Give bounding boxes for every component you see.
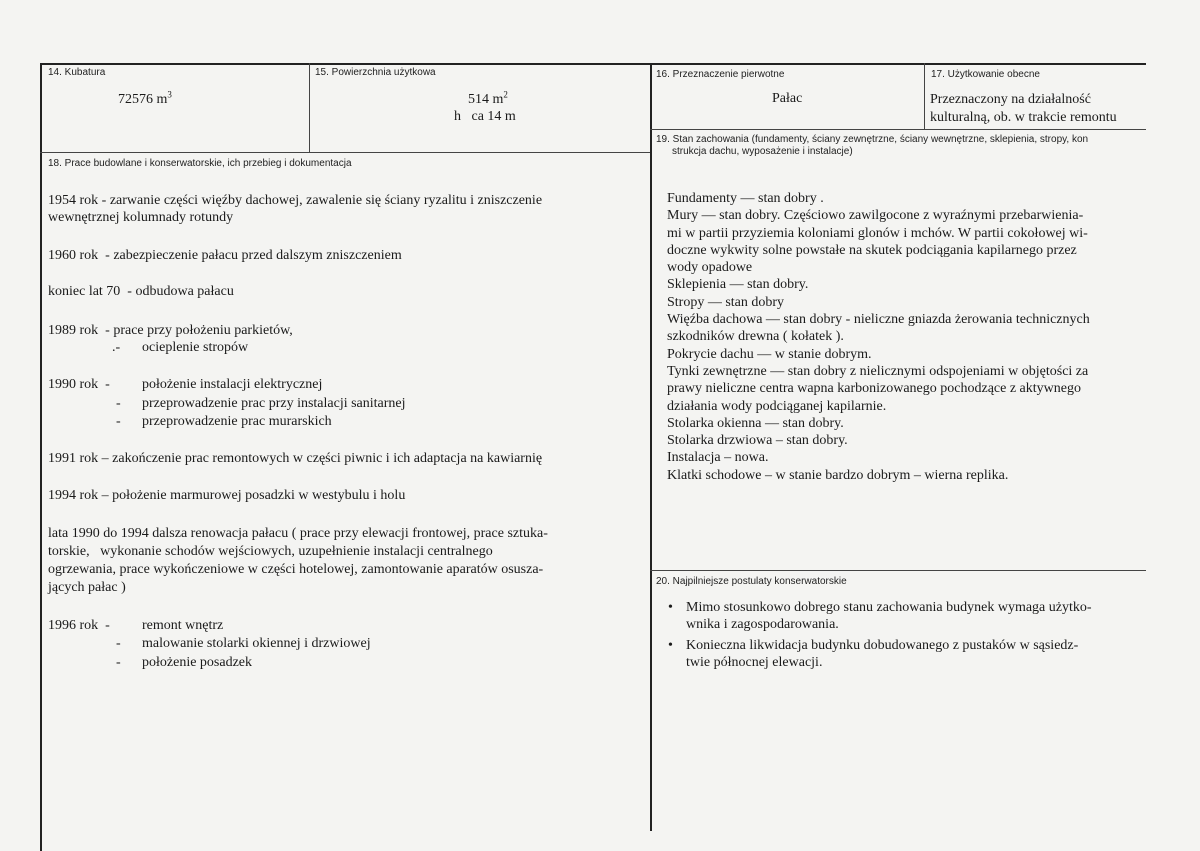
work-1996-dash3: - xyxy=(116,655,121,670)
divider-row-left xyxy=(40,152,650,153)
field-15-height: h ca 14 m xyxy=(454,109,516,124)
work-1954-line1: 1954 rok - zarwanie części więźby dachowej, zawalenie się ściany ryzalitu i zniszczenie xyxy=(48,193,543,208)
field-16-value: Pałac xyxy=(772,91,803,106)
condition-line: szkodników drewna ( kołatek ). xyxy=(667,329,844,345)
work-1990-dash3: - xyxy=(116,414,121,429)
work-lata-line3: ogrzewania, prace wykończeniowe w części hotelowej, zamontowanie aparatów osusza- xyxy=(48,562,544,577)
condition-line: Stolarka okienna — stan dobry. xyxy=(667,415,844,431)
work-1990-item3: przeprowadzenie prac murarskich xyxy=(142,414,332,429)
condition-line: Tynki zewnętrzne — stan dobry z nielicznymi odspojeniami w objętości za xyxy=(667,363,1089,379)
condition-line: Więźba dachowa — stan dobry - nieliczne gniazda żerowania technicznych xyxy=(667,312,1090,328)
bullet-icon: • xyxy=(668,638,673,653)
condition-line: mi w partii przyziemia koloniami glonów i mchów. W partii cokołowej wi- xyxy=(667,225,1088,241)
condition-line: Klatki schodowe – w stanie bardzo dobrym – wierna replika. xyxy=(667,467,1009,483)
work-1996-item2: malowanie stolarki okiennej i drzwiowej xyxy=(142,636,371,651)
work-lata-line1: lata 1990 do 1994 dalsza renowacja pałacu ( prace przy elewacji frontowej, prace sztuka- xyxy=(48,526,548,541)
condition-line: prawy nieliczne centra wapna karbonizowanego pochodzące z aktywnego xyxy=(667,381,1081,397)
field-19-label-line1: 19. Stan zachowania (fundamenty, ściany zewnętrzne, ściany wewnętrzne, sklepienia, stropy, kon xyxy=(656,134,1089,145)
work-lata-70: koniec lat 70 - odbudowa pałacu xyxy=(48,284,234,299)
work-1990-item2: przeprowadzenie prac przy instalacji sanitarnej xyxy=(142,396,406,411)
field-16-label: 16. Przeznaczenie pierwotne xyxy=(656,69,785,80)
work-1996-dash2: - xyxy=(116,636,121,651)
left-border xyxy=(40,63,42,851)
work-lata-line2: torskie, wykonanie schodów wejściowych, uzupełnienie instalacji centralnego xyxy=(48,544,493,559)
postulates-list xyxy=(662,599,1142,675)
condition-line: Pokrycie dachu — w stanie dobrym. xyxy=(667,346,872,362)
condition-line: Sklepienia — stan dobry. xyxy=(667,277,809,293)
divider-19-20 xyxy=(650,570,1146,571)
condition-line: Stolarka drzwiowa – stan dobry. xyxy=(667,433,848,449)
work-1990-dash2: - xyxy=(116,396,121,411)
work-1996-item3: położenie posadzek xyxy=(142,655,253,670)
field-20-label: 20. Najpilniejsze postulaty konserwatorskie xyxy=(656,576,847,587)
bullet-icon: • xyxy=(668,600,673,615)
condition-line: działania wody podciąganej kapilarnie. xyxy=(667,398,887,414)
field-17-label: 17. Użytkowanie obecne xyxy=(931,69,1040,80)
condition-line: Stropy — stan dobry xyxy=(667,294,785,310)
divider-16-17 xyxy=(924,63,925,129)
divider-14-15 xyxy=(309,63,310,153)
work-1954-line2: wewnętrznej kolumnady rotundy xyxy=(48,210,234,225)
condition-line: Fundamenty — stan dobry . xyxy=(667,191,824,206)
field-17-value-line2: kulturalną, ob. w trakcie remontu xyxy=(930,110,1117,125)
field-15-area: 514 $m^2$ xyxy=(468,89,508,107)
divider-row-right xyxy=(650,129,1146,130)
field-18-label: 18. Prace budowlane i konserwatorskie, ich przebieg i dokumentacja xyxy=(48,158,352,169)
field-14-value: 72576 $m^3$ xyxy=(118,89,172,107)
field-14-label: 14. Kubatura xyxy=(48,67,106,78)
top-border xyxy=(40,63,1146,65)
work-1996-head: 1996 rok - xyxy=(48,618,110,633)
work-1996-item1: remont wnętrz xyxy=(142,618,224,633)
work-1960: 1960 rok - zabezpieczenie pałacu przed dalszym zniszczeniem xyxy=(48,248,402,263)
postulate-item: • Konieczna likwidacja budynku dobudowanego z pustaków w sąsiedz- twie północnej elewacji. xyxy=(668,638,1079,670)
work-lata-line4: jących pałac ) xyxy=(48,580,126,595)
work-1989-line2: ocieplenie stropów xyxy=(142,340,249,355)
work-1991: 1991 rok – zakończenie prac remontowych w części piwnic i ich adaptacja na kawiarnię xyxy=(48,451,543,466)
work-1989-dash: .- xyxy=(112,340,121,355)
condition-line: doczne wykwity solne powstałe na skutek podciągania kapilarnego przez xyxy=(667,242,1077,258)
field-17-value-line1: Przeznaczony na działalność xyxy=(930,92,1091,107)
postulate-item: • Mimo stosunkowo dobrego stanu zachowania budynek wymaga użytko- wnika i zagospodarowania. xyxy=(668,600,1092,632)
field-15-label: 15. Powierzchnia użytkowa xyxy=(315,67,436,78)
work-1994: 1994 rok – położenie marmurowej posadzki w westybulu i holu xyxy=(48,488,406,503)
work-1990-head: 1990 rok - xyxy=(48,377,110,392)
field-19-label-line2: strukcja dachu, wyposażenie i instalacje) xyxy=(672,146,853,157)
condition-line: Mury — stan dobry. Częściowo zawilgocone z wyraźnymi przebarwienia- xyxy=(667,208,1084,224)
center-divider xyxy=(650,63,652,831)
work-1990-item1: położenie instalacji elektrycznej xyxy=(142,377,323,392)
work-1989-line1: 1989 rok - prace przy położeniu parkietów, xyxy=(48,323,293,338)
condition-line: Instalacja – nowa. xyxy=(667,450,769,466)
condition-line: wody opadowe xyxy=(667,260,753,276)
condition-list xyxy=(667,190,1145,484)
